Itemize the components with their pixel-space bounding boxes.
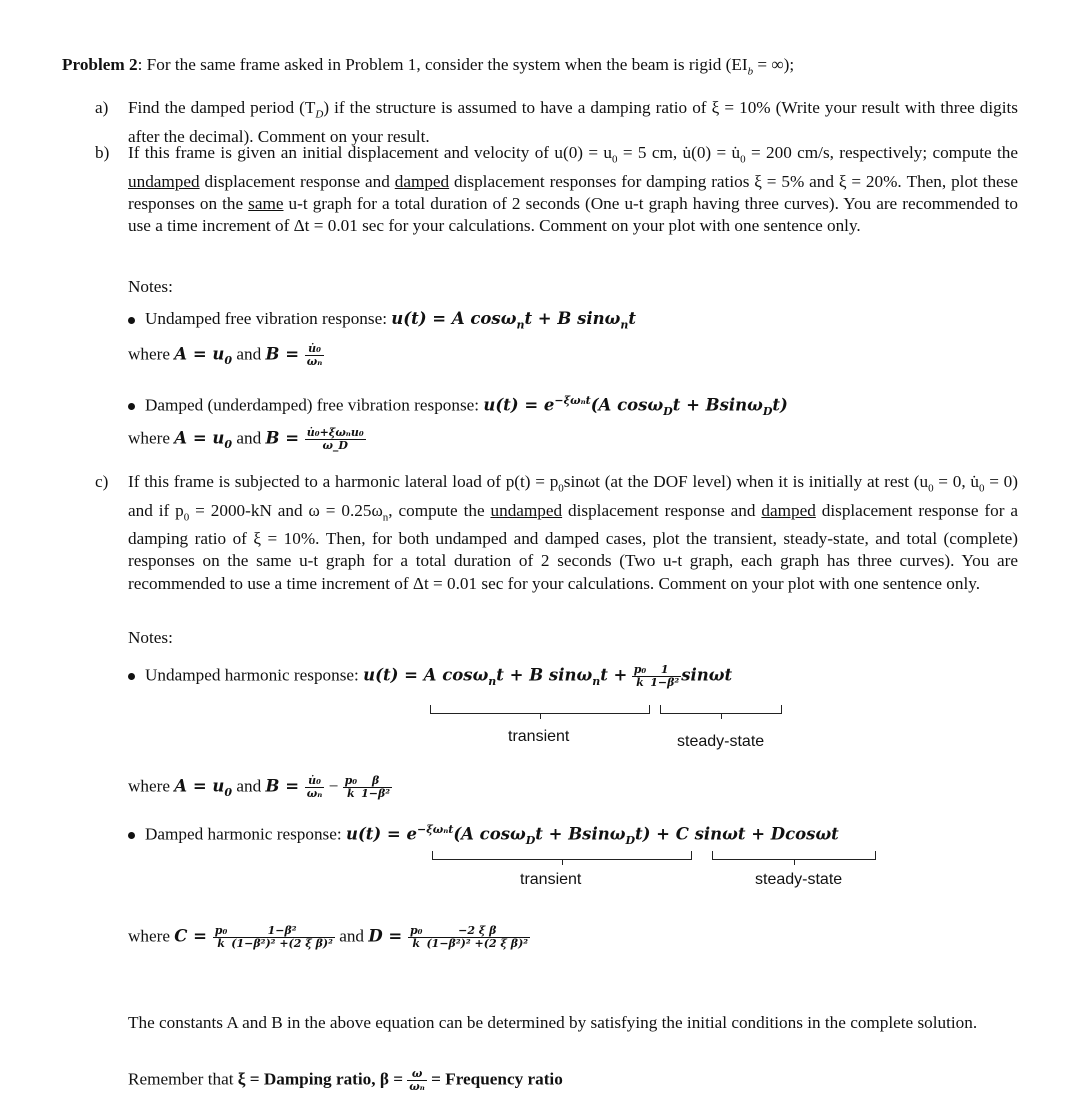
bullet-icon — [128, 403, 135, 410]
bullet-icon — [128, 673, 135, 680]
problem-statement-tail: = ∞); — [753, 55, 795, 74]
label-transient-2: transient — [520, 871, 582, 888]
underline-undamped-c: undamped — [490, 500, 563, 520]
part-a-marker: a) — [95, 98, 109, 117]
note-undamped-harmonic: Undamped harmonic response: u(t) = A cosω$_n$t + B sinω$_n$t + $\frac{\text{p₀}}{k}$ $\frac{1}{\text{1−β²}}$ sinωt — [128, 664, 732, 693]
problem-heading: Problem 2: For the same frame asked in Problem 1, consider the system when the beam is rigid ($EI_b$ = ∞); — [62, 55, 795, 78]
constants-note: The constants A and B in the above equation can be determined by satisfying the initial conditions in the complete solution. — [128, 1013, 978, 1032]
where-damped-free: where $A = u_0$ and B = $\frac{\text{u̇₀+ξωₙu₀}}{\omega\_D}$ — [128, 426, 364, 452]
underline-damped: damped — [394, 171, 450, 191]
part-b-text: If this frame is given an initial displacement and velocity of $u(0) = u_0 = 5$ cm, u̇(0) = $u̇_0 = 200$ cm/s, respectively; compute the undamped displacement response and damped displacement responses for damping ratios ξ = 5% and ξ = 20%. Then, plot these responses on the same u-t graph for a total duration of 2 seconds (One u-t graph having three curves). You are recommended to use a time increment of Δt = 0.01 sec for your calculations. Comment on your plot with one sentence only. — [128, 143, 1018, 236]
label-transient-1: transient — [508, 728, 570, 745]
where-undamped-harmonic: where $A = u_0$ and B = $\frac{\text{u̇₀}}{\text{ωₙ}}$ − $\frac{\text{p₀}}{k}$ $\frac{\beta}{\text{1−β²}}$ — [128, 774, 391, 800]
underline-same: same — [248, 193, 284, 213]
fraction-B-damped: $\frac{\text{u̇₀+ξωₙu₀}}{\omega\_D}$ — [306, 426, 364, 452]
part-c-text: If this frame is subjected to a harmonic lateral load of $p(t) = p_0\sin\omega t$ (at the DOF level) when it is initially at rest ($u_0 = 0$, $u̇_0 = 0$) and if $p_0 = 2000-kN$ and $\omega = 0.25\omega_n$, compute the undamped displacement response and damped displacement response for a damping ratio of ξ = 10%. Then, for both undamped and damped cases, plot the transient, steady-state, and total (complete) responses on the same u-t graph for a total duration of 2 seconds (Two u-t graph, each graph has three curves). You are recommended to use a time increment of Δt = 0.01 sec for your calculations. Comment on your plot with one sentence only. — [128, 472, 1018, 593]
remember-note: Remember that ξ = Damping ratio, β = $\frac{\omega}{\text{ωₙ}}$ = Frequency ratio — [128, 1067, 563, 1093]
notes-heading-1: Notes: — [128, 277, 173, 296]
bullet-icon — [128, 317, 135, 324]
brace-transient-2 — [432, 851, 692, 860]
where-C-D: where C = $\frac{\text{p₀}}{k}$ $\frac{\text{1−β²}}{\text{(1−β²)² +(2 ξ β)²}}$ and D = $\frac{\text{p₀}}{k}$ $\frac{\text{−2 ξ β}}{\text{(1−β²)² +(2 ξ β)²}}$ — [128, 924, 529, 950]
part-b-marker: b) — [95, 143, 110, 162]
brace-transient-1 — [430, 705, 650, 714]
note-undamped-free: Undamped free vibration response: u(t) = A cosω$_n$t + B sinω$_n$t — [128, 308, 636, 336]
label-steady-1: steady-state — [677, 733, 765, 750]
underline-undamped: undamped — [128, 171, 200, 191]
fraction-B-free: $\frac{\text{u̇₀}}{\text{ωₙ}}$ — [306, 342, 323, 368]
underline-damped-c: damped — [761, 500, 816, 520]
notes-heading-2: Notes: — [128, 628, 173, 647]
where-undamped-free: where $A = u_0$ and B = $\frac{\text{u̇₀}}{\text{ωₙ}}$ — [128, 342, 323, 368]
problem-label: Problem 2 — [62, 55, 138, 74]
note-damped-harmonic: Damped harmonic response: $u(t) = e^{-\xi\omega_nt}(A$ cosω$_D$t + Bsinω$_D$t) + C sinωt + Dcosωt — [128, 819, 839, 852]
problem-statement: : For the same frame asked in Problem 1, consider the system when the beam is rigid (EI — [137, 55, 748, 74]
note-damped-free: Damped (underdamped) free vibration response: $u(t) = e^{-\xi\omega_nt}(A$ cosω$_D$t + Bsinω$_D$t) — [128, 390, 788, 423]
brace-steady-1 — [660, 705, 782, 714]
brace-steady-2 — [712, 851, 876, 860]
part-a-text: Find the damped period $(T_D)$ if the structure is assumed to have a damping ratio of ξ = 10% (Write your result with three digits after the decimal). Comment on your result. — [128, 98, 1018, 146]
part-c-marker: c) — [95, 472, 109, 491]
bullet-icon — [128, 832, 135, 839]
label-steady-2: steady-state — [755, 871, 843, 888]
